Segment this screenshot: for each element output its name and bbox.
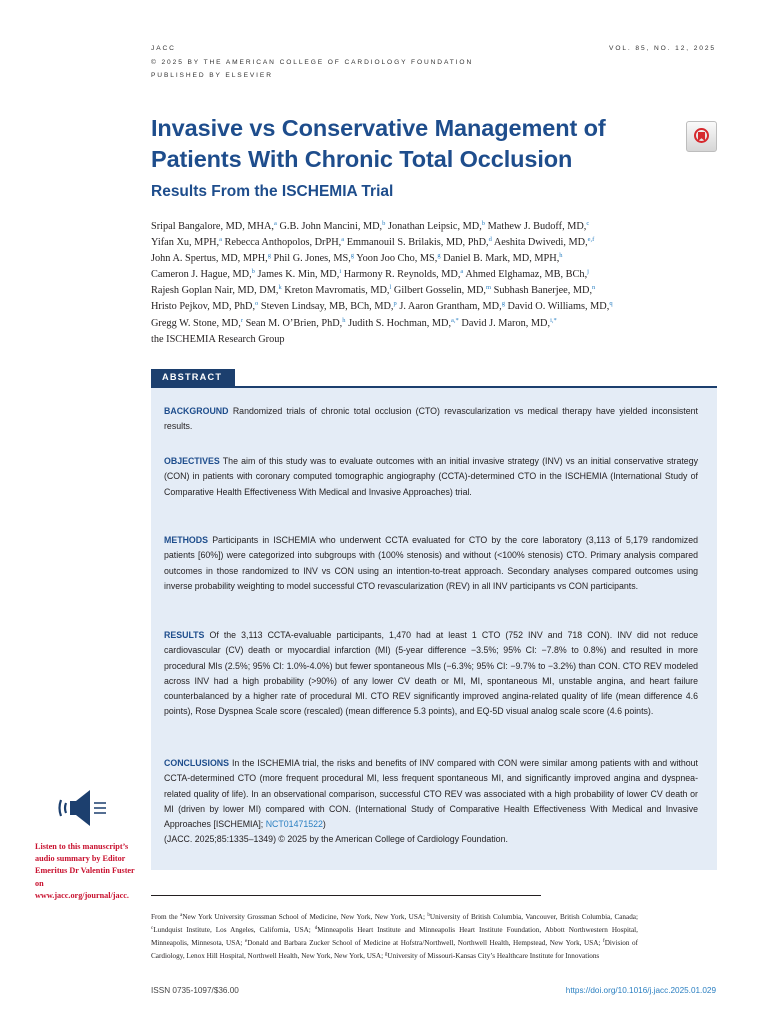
author[interactable]: Ahmed Elghamaz, MB, BCh,$^j$	[465, 268, 589, 281]
affiliation-marker: c	[151, 926, 154, 932]
section-keyword: OBJECTIVES	[164, 456, 220, 466]
author[interactable]: Sean M. O’Brien, PhD,$^h$	[245, 316, 346, 329]
author[interactable]: James K. Min, MD,$^i$	[257, 268, 342, 281]
citation: (JACC. 2025;85:1335–1349) © 2025 by the American College of Cardiology Foundation.	[164, 834, 508, 845]
affiliation-marker: e	[244, 939, 248, 945]
author-line	[151, 332, 711, 348]
affiliation-text: Donald and Barbara Zucker School of Medicine at Hofstra/Northwell, Northwell Health, Hempstead, New York, USA;	[247, 939, 604, 948]
author-list	[151, 219, 711, 348]
author-line	[151, 316, 711, 332]
abstract-conclusions: CONCLUSIONS In the ISCHEMIA trial, the risks and benefits of INV compared with CON were similar among patients with and without CCTA-determined CTO (more frequent procedural MI, less frequent spontaneous MI, and significantly improved angina and dyspnea-related quality of life). In an observational comparison, successful CTO REV was associated with a high probability of lower CV death or MI (driven by lower MI) compared with CON. (International Study of Comparative Health Effectiveness With Medical and Invasive Approaches [ISCHEMIA]; NCT01471522) (JACC. 2025;85:1335–1349) © 2025 by the American College of Cardiology Foundation.	[164, 758, 698, 845]
author[interactable]: Mathew J. Budoff, MD,$^c$	[487, 220, 590, 232]
author[interactable]: Yifan Xu, MPH,$^a$	[151, 236, 222, 249]
section-keyword: CONCLUSIONS	[164, 758, 230, 768]
affiliation-marker: b	[427, 913, 430, 918]
trial-registration-link[interactable]: NCT01471522	[265, 819, 323, 830]
issn: ISSN 0735-1097/$36.00	[151, 986, 239, 995]
author-line	[151, 299, 711, 315]
affiliation-marker: d	[314, 926, 318, 932]
author[interactable]: David J. Maron, MD,$^{i,*}$	[461, 316, 557, 329]
author[interactable]: Jonathan Leipsic, MD,$^b$	[387, 220, 486, 232]
author[interactable]: G.B. John Mancini, MD,$^b$	[279, 220, 386, 232]
author[interactable]: Gilbert Gosselin, MD,$^m$	[393, 284, 492, 297]
crossmark-icon[interactable]	[686, 121, 717, 152]
author[interactable]: J. Aaron Grantham, MD,$^g$	[399, 300, 505, 313]
affiliation-marker: a	[180, 913, 183, 918]
section-keyword: RESULTS	[164, 630, 205, 640]
research-group[interactable]: the ISCHEMIA Research Group	[151, 333, 285, 345]
section-text: Of the 3,113 CCTA-evaluable participants, 1,470 had at least 1 CTO (752 INV and 718 CON). INV did not reduce cardiovascular (CV) death or myocardial infarction (MI) (5-year difference −3.5%; 95% CI: −7.8% to 0.8%) and resulted in more procedural MIs (2.5%; 95% CI: 1.0%-4.0%) but fewer spontaneous MIs (−6.3%; 95% CI: −9.7% to −3.2%) than CON. CTO REV modeled across INV had a high probability (>90%) of any lower CV death or MI, MI, spontaneous MI, unstable angina, and heart failure counterbalanced by a higher rate of procedural MI. CTO REV significantly improved angina-related quality of life (mean difference 4.6 points), Rose Dyspnea Scale score (rescaled) (mean difference 5.3 points), and EQ-5D visual analog scale score (4.6 points).	[164, 630, 698, 717]
footnote-divider	[151, 895, 541, 896]
affiliation-text: New York University Grossman School of Medicine, New York, New York, USA;	[182, 913, 428, 921]
speaker-icon[interactable]	[58, 786, 108, 835]
author[interactable]: Subhash Banerjee, MD,$^n$	[493, 284, 596, 297]
author[interactable]: Phil G. Jones, MS,$^g$	[273, 252, 355, 265]
section-text: Randomized trials of chronic total occlusion (CTO) revascularization vs medical therapy have yielded inconsistent results.	[164, 406, 698, 432]
section-keyword: BACKGROUND	[164, 406, 229, 416]
affiliation-marker: f	[603, 939, 605, 945]
publisher-line: PUBLISHED BY ELSEVIER	[151, 72, 273, 80]
affiliation-text: Minneapolis Heart Institute and Minneapolis Heart Institute Foundation, Abbott Northwestern Hospital, Minneapolis, Minnesota, USA;	[151, 926, 638, 948]
article-subtitle: Results From the ISCHEMIA Trial	[151, 183, 394, 200]
affiliation-text: University of British Columbia, Vancouver, British Columbia, Canada;	[429, 913, 638, 921]
abstract-methods	[164, 533, 698, 594]
affiliation-text: From the	[151, 913, 181, 921]
author[interactable]: Rebecca Anthopolos, DrPH,$^a$	[224, 236, 345, 249]
author-line	[151, 283, 711, 299]
audio-summary-link[interactable]: Listen to this manuscript’s audio summary by Editor Emeritus Dr Valentin Fuster on www.jacc.org/journal/jacc.	[35, 842, 135, 900]
abstract-results	[164, 628, 698, 720]
abstract-objectives	[164, 454, 698, 500]
affiliation-text: Lundquist Institute, Los Angeles, California, USA;	[153, 926, 315, 935]
author[interactable]: Aeshita Dwivedi, MD,$^{e,f}$	[493, 236, 595, 249]
author[interactable]: Hristo Pejkov, MD, PhD,$^o$	[151, 300, 259, 313]
article-title: Invasive vs Conservative Management of Patients With Chronic Total Occlusion	[151, 115, 606, 172]
section-text: The aim of this study was to evaluate outcomes with an initial invasive strategy (INV) vs an initial conservative strategy (CON) in patients with coronary computed tomographic angiography (CCTA)-determined CTO in the ISCHEMIA (International Study of Comparative Health Effectiveness With Medical and Invasive Approaches) trial.	[164, 456, 698, 497]
journal-name: JACC	[151, 45, 176, 52]
author[interactable]: Kreton Mavromatis, MD,$^l$	[284, 284, 392, 297]
abstract-background	[164, 404, 698, 435]
author[interactable]: Daniel B. Mark, MD, MPH,$^h$	[443, 252, 563, 265]
affiliation-text: Division of Cardiology, Lenox Hill Hospital, Northwell Health, New York, New York, USA;	[151, 939, 639, 961]
volume-info: VOL. 85, NO. 12, 2025	[609, 45, 716, 52]
author[interactable]: Steven Lindsay, MB, BCh, MD,$^p$	[260, 300, 397, 313]
author[interactable]: David O. Williams, MD,$^q$	[507, 300, 613, 313]
author[interactable]: Cameron J. Hague, MD,$^b$	[151, 268, 255, 281]
affiliation-text: University of Missouri-Kansas City’s Healthcare Institute for Innovations	[387, 952, 600, 961]
author[interactable]: Gregg W. Stone, MD,$^r$	[151, 316, 243, 329]
author-line	[151, 267, 711, 283]
abstract-label: ABSTRACT	[151, 369, 235, 386]
author[interactable]: Harmony R. Reynolds, MD,$^a$	[343, 268, 464, 281]
author[interactable]: Yoon Joo Cho, MS,$^g$	[356, 252, 441, 265]
author[interactable]: Emmanouil S. Brilakis, MD, PhD,$^d$	[346, 236, 492, 249]
section-text: Participants in ISCHEMIA who underwent CCTA evaluated for CTO by the core laboratory (3,113 of 5,179 randomized patients [60%]) were categorized into subgroups with (100% stenosis) and without (<100% stenosis) CTO. Primary analysis compared outcomes in those randomized to INV vs CON using an intention-to-treat approach. Secondary analyses compared outcomes using inverse probability weighting to model successful CTO revascularization (REV) in all INV participants vs CON participants.	[164, 535, 698, 591]
author-line	[151, 235, 711, 251]
author[interactable]: Judith S. Hochman, MD,$^{a,*}$	[348, 316, 459, 329]
copyright-line: © 2025 BY THE AMERICAN COLLEGE OF CARDIOLOGY FOUNDATION	[151, 58, 474, 66]
section-keyword: METHODS	[164, 535, 208, 545]
affiliations-footnote	[151, 911, 638, 963]
author[interactable]: Rajesh Goplan Nair, MD, DM,$^k$	[151, 284, 282, 297]
doi-link[interactable]: https://doi.org/10.1016/j.jacc.2025.01.029	[565, 986, 716, 995]
author[interactable]: Sripal Bangalore, MD, MHA,$^a$	[151, 220, 277, 232]
author-line	[151, 251, 711, 267]
journal-header	[151, 42, 473, 83]
author-line	[151, 219, 711, 235]
author[interactable]: John A. Spertus, MD, MPH,$^g$	[151, 252, 271, 265]
section-text: In the ISCHEMIA trial, the risks and benefits of INV compared with CON were similar among patients with and without CCTA-determined CTO (more frequent procedural MI, less frequent spontaneous MI, and significantly improved angina and dyspnea-related quality of life). In an observational comparison, successful CTO REV was associated with a high probability of lower CV death or MI (driven by lower MI) compared with CON. (International Study of Comparative Health Effectiveness With Medical and Invasive Approaches [ISCHEMIA];	[164, 758, 698, 830]
affiliation-marker: g	[384, 952, 388, 958]
